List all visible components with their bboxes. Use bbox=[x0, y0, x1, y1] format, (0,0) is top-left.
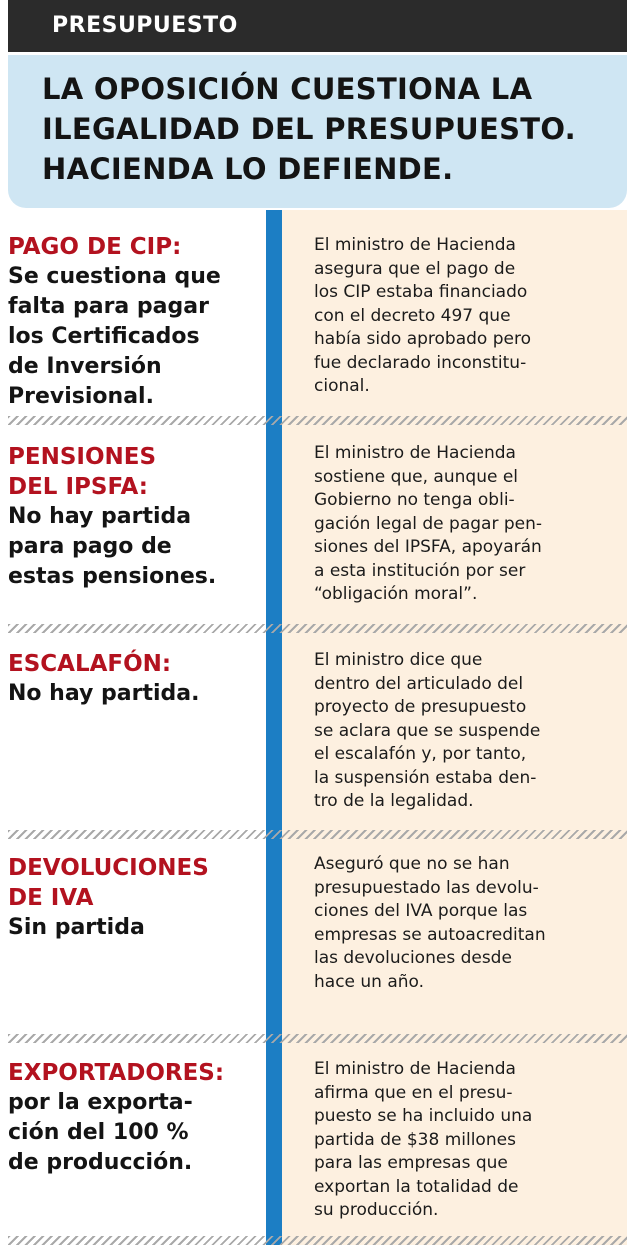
row-subtitle: Se cuestiona que falta para pagar los Certificados de Inversión Previsional. bbox=[8, 264, 221, 409]
row-separator bbox=[8, 624, 627, 633]
row-exportadores-left bbox=[8, 1058, 258, 1178]
row-subtitle: No hay partida para pago de estas pensiones. bbox=[8, 504, 217, 589]
row-cip-text: El ministro de Hacienda asegura que el pago de los CIP estaba financiado con el decreto 497 que había sido aprobado pero fue declarado inconstitu- cional. bbox=[314, 235, 531, 396]
row-exportadores-text: El ministro de Hacienda afirma que en el presu- puesto se ha incluido una partida de $38 millones para las empresas que exportan la totalidad de su producción. bbox=[314, 1059, 533, 1220]
row-subtitle: No hay partida. bbox=[8, 681, 200, 706]
row-ipsfa-left bbox=[8, 442, 258, 592]
headline: LA OPOSICIÓN CUESTIONA LA ILEGALIDAD DEL PRESUPUESTO. HACIENDA LO DEFIENDE. bbox=[42, 72, 576, 186]
row-separator bbox=[8, 416, 627, 425]
row-escalafon-left bbox=[8, 649, 258, 709]
row-cip-left bbox=[8, 232, 258, 412]
row-subtitle: por la exporta- ción del 100 % de producción. bbox=[8, 1090, 193, 1175]
row-label: PAGO DE CIP: bbox=[8, 234, 182, 260]
row-iva-text: Aseguró que no se han presupuestado las devolu- ciones del IVA porque las empresas se autoacreditan las devoluciones desde hace un año. bbox=[314, 854, 546, 992]
column-divider-bar bbox=[266, 210, 282, 1245]
row-ipsfa-text: El ministro de Hacienda sostiene que, aunque el Gobierno no tenga obli- gación legal de pagar pen- siones del IPSFA, apoyarán a esta institución por ser “obligación moral”. bbox=[314, 443, 542, 604]
headline-box bbox=[8, 55, 627, 208]
row-separator bbox=[8, 1236, 627, 1245]
row-label: EXPORTADORES: bbox=[8, 1060, 225, 1086]
row-separator bbox=[8, 1034, 627, 1043]
section-tag: PRESUPUESTO bbox=[8, 0, 627, 52]
row-separator bbox=[8, 830, 627, 839]
row-label: ESCALAFÓN: bbox=[8, 651, 172, 677]
row-iva-left bbox=[8, 853, 258, 943]
row-label: DEVOLUCIONES DE IVA bbox=[8, 855, 209, 911]
row-subtitle: Sin partida bbox=[8, 915, 145, 940]
row-label: PENSIONES DEL IPSFA: bbox=[8, 444, 157, 500]
row-escalafon-text: El ministro dice que dentro del articulado del proyecto de presupuesto se aclara que se suspende el escalafón y, por tanto, la suspensión estaba den- tro de la legalidad. bbox=[314, 650, 541, 811]
